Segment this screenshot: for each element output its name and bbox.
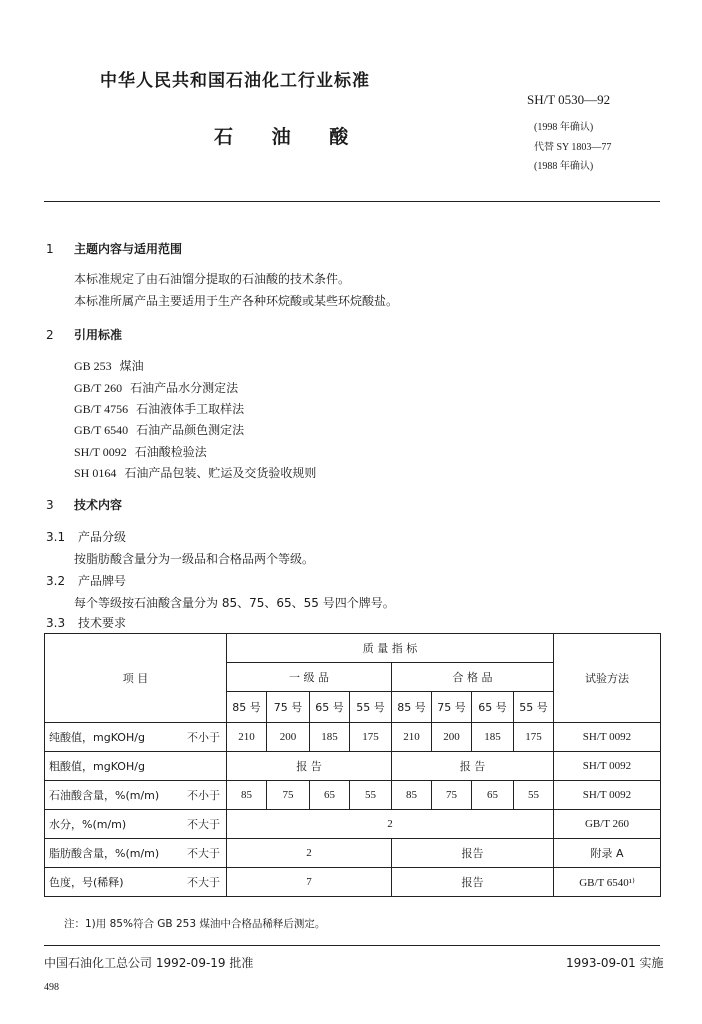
item-limit: 不小于 xyxy=(187,789,220,802)
subsection-3-1-text: 按脂肪酸含量分为一级品和合格品两个等级。 xyxy=(74,552,315,566)
table-row xyxy=(45,723,661,752)
reference-item xyxy=(74,379,238,396)
row-item xyxy=(45,839,227,868)
section-2-number: 2 xyxy=(46,328,54,342)
row-item xyxy=(45,752,227,781)
reference-code: GB/T 260 xyxy=(74,381,123,395)
header-item: 项 目 xyxy=(45,634,227,723)
value-cell: 85 xyxy=(392,781,432,810)
value-cell: 55 xyxy=(514,781,554,810)
spec-table xyxy=(44,633,661,897)
method-cell: GB/T 260 xyxy=(554,810,661,839)
reference-code: SH 0164 xyxy=(74,466,117,480)
reference-item xyxy=(74,443,207,460)
value-cell: 75 xyxy=(432,781,472,810)
value-cell: 200 xyxy=(432,723,472,752)
value-cell: 75 xyxy=(267,781,310,810)
grade-label: 75 号 xyxy=(267,692,310,723)
reference-item xyxy=(74,464,316,481)
method-cell: SH/T 0092 xyxy=(554,723,661,752)
item-limit: 不大于 xyxy=(187,818,220,831)
table-footnote: 注：1)用 85%符合 GB 253 煤油中合格品稀释后测定。 xyxy=(64,918,326,930)
reference-name: 石油产品包装、贮运及交货验收规则 xyxy=(124,466,317,480)
item-label: 水分，%(m/m) xyxy=(49,818,127,831)
subsection-title: 产品分级 xyxy=(78,530,127,544)
footer-divider xyxy=(44,945,660,946)
row-item xyxy=(45,781,227,810)
effective-text: 1993-09-01 实施 xyxy=(566,956,664,970)
section-1-title: 主题内容与适用范围 xyxy=(74,242,183,256)
value-cell: 报告 xyxy=(392,868,554,897)
row-item xyxy=(45,723,227,752)
item-label: 纯酸值，mgKOH/g xyxy=(49,731,145,744)
org-title: 中华人民共和国石油化工行业标准 xyxy=(100,71,370,91)
replaces-note: 代替 SY 1803—77 xyxy=(534,142,612,153)
reference-code: SH/T 0092 xyxy=(74,445,127,459)
subsection-title: 产品牌号 xyxy=(78,574,127,588)
section-1-paragraph-2: 本标准所属产品主要适用于生产各种环烷酸或某些环烷酸盐。 xyxy=(74,294,399,308)
grade-label: 75 号 xyxy=(432,692,472,723)
item-label: 石油酸含量，%(m/m) xyxy=(49,789,160,802)
item-label: 脂肪酸含量，%(m/m) xyxy=(49,847,160,860)
value-cell: 175 xyxy=(350,723,392,752)
header-grade-qualified: 合 格 品 xyxy=(392,663,554,692)
subsection-number: 3.1 xyxy=(46,530,66,544)
subsection-number: 3.2 xyxy=(46,574,66,588)
item-limit: 不小于 xyxy=(187,731,220,744)
subsection-number: 3.3 xyxy=(46,616,66,630)
reference-code: GB/T 6540 xyxy=(74,423,129,437)
section-1-heading xyxy=(46,240,182,257)
table-row xyxy=(45,781,661,810)
value-cell: 210 xyxy=(392,723,432,752)
item-limit: 不大于 xyxy=(187,876,220,889)
reference-item xyxy=(74,357,144,374)
header-method: 试验方法 xyxy=(554,634,661,723)
section-3-heading xyxy=(46,496,122,513)
value-cell: 210 xyxy=(227,723,267,752)
row-item xyxy=(45,868,227,897)
page-number: 498 xyxy=(44,982,59,993)
subsection-title: 技术要求 xyxy=(78,616,127,630)
value-cell: 200 xyxy=(267,723,310,752)
subsection-3-2-text: 每个等级按石油酸含量分为 85、75、65、55 号四个牌号。 xyxy=(74,596,395,610)
grade-label: 65 号 xyxy=(472,692,514,723)
value-cell: 报 告 xyxy=(392,752,554,781)
value-cell: 2 xyxy=(227,810,554,839)
reference-item xyxy=(74,421,244,438)
reconfirm-note: (1998 年确认) xyxy=(534,122,594,133)
table-row xyxy=(45,839,661,868)
value-cell: 175 xyxy=(514,723,554,752)
subsection-3-3-heading xyxy=(46,614,126,631)
section-1-paragraph-1: 本标准规定了由石油馏分提取的石油酸的技术条件。 xyxy=(74,272,351,286)
value-cell: 2 xyxy=(227,839,392,868)
table-row xyxy=(45,810,661,839)
item-limit: 不大于 xyxy=(187,847,220,860)
replaces-confirm-note: (1988 年确认) xyxy=(534,161,594,172)
reference-code: GB 253 xyxy=(74,359,112,373)
value-cell: 55 xyxy=(350,781,392,810)
value-cell: 185 xyxy=(310,723,350,752)
reference-code: GB/T 4756 xyxy=(74,402,129,416)
method-cell: SH/T 0092 xyxy=(554,781,661,810)
value-cell: 65 xyxy=(472,781,514,810)
value-cell: 报告 xyxy=(392,839,554,868)
table-row xyxy=(45,752,661,781)
method-cell: GB/T 6540¹⁾ xyxy=(554,868,661,897)
document-title: 石 油 酸 xyxy=(214,126,365,148)
grade-label: 85 号 xyxy=(392,692,432,723)
reference-name: 石油酸检验法 xyxy=(134,445,207,459)
section-3-number: 3 xyxy=(46,498,54,512)
approval-text: 中国石油化工总公司 1992-09-19 批准 xyxy=(44,956,254,970)
method-cell: 附录 A xyxy=(554,839,661,868)
item-label: 粗酸值，mgKOH/g xyxy=(49,760,145,773)
value-cell: 7 xyxy=(227,868,392,897)
section-2-heading xyxy=(46,326,122,343)
grade-label: 55 号 xyxy=(514,692,554,723)
grade-label: 65 号 xyxy=(310,692,350,723)
grade-label: 85 号 xyxy=(227,692,267,723)
method-cell: SH/T 0092 xyxy=(554,752,661,781)
table-row xyxy=(45,868,661,897)
subsection-3-2-heading xyxy=(46,572,126,589)
row-item xyxy=(45,810,227,839)
reference-name: 石油液体手工取样法 xyxy=(136,402,245,416)
reference-name: 石油产品水分测定法 xyxy=(130,381,239,395)
standard-code: SH/T 0530—92 xyxy=(527,92,611,107)
section-1-number: 1 xyxy=(46,242,54,256)
reference-name: 石油产品颜色测定法 xyxy=(136,423,245,437)
section-2-title: 引用标准 xyxy=(74,328,123,342)
header-divider xyxy=(44,201,660,202)
item-label: 色度，号(稀释) xyxy=(49,876,124,889)
value-cell: 报 告 xyxy=(227,752,392,781)
subsection-3-1-heading xyxy=(46,528,126,545)
header-grade-first: 一 级 品 xyxy=(227,663,392,692)
grade-label: 55 号 xyxy=(350,692,392,723)
section-3-title: 技术内容 xyxy=(74,498,123,512)
value-cell: 65 xyxy=(310,781,350,810)
reference-name: 煤油 xyxy=(119,359,144,373)
header-quality: 质 量 指 标 xyxy=(227,634,554,663)
value-cell: 85 xyxy=(227,781,267,810)
value-cell: 185 xyxy=(472,723,514,752)
reference-item xyxy=(74,400,244,417)
